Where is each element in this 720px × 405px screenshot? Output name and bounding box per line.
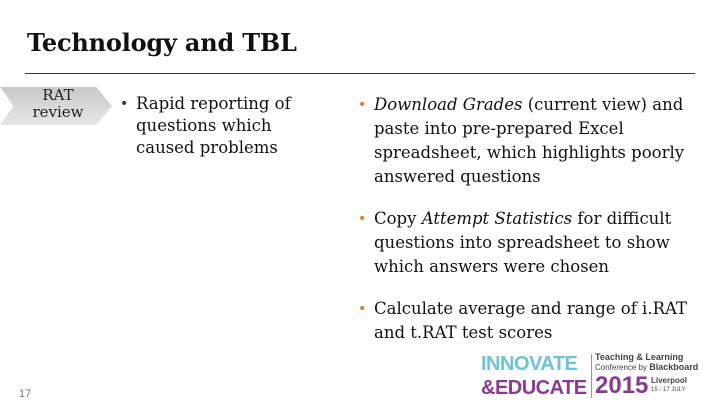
right-bullet-calculate <box>358 297 698 345</box>
rat-review-label-line2: review <box>32 103 84 121</box>
bullet-dot-icon: • <box>358 211 367 227</box>
download-grades-emphasis: Download Grades <box>374 95 523 114</box>
right-column <box>358 93 698 363</box>
attempt-statistics-emphasis: Attempt Statistics <box>421 209 573 228</box>
logo-year: 2015 <box>595 372 649 399</box>
logo-innovate: INNOVATE <box>481 353 578 375</box>
attempt-statistics-prefix: Copy <box>374 209 422 228</box>
slide-title: Technology and TBL <box>27 28 297 57</box>
rat-review-label <box>8 87 108 121</box>
logo-city: Liverpool <box>651 376 688 385</box>
logo-educate: &EDUCATE <box>481 377 587 399</box>
left-column <box>120 93 335 159</box>
logo-divider <box>591 354 592 398</box>
logo-blackboard: Blackboard <box>649 362 699 372</box>
attempt-statistics-text: for difficult questions into spreadsheet to show which answers were chosen <box>374 209 672 276</box>
bullet-dot-icon: • <box>120 96 129 112</box>
bullet-dot-icon: • <box>358 97 367 113</box>
logo-details <box>595 352 705 400</box>
conference-logo <box>481 352 706 400</box>
right-bullet-download-grades <box>358 93 698 189</box>
page-number: 17 <box>19 388 32 400</box>
left-bullet-text: Rapid reporting of questions which caused problems <box>136 94 291 157</box>
calculate-text: Calculate average and range of i.RAT and t.RAT test scores <box>374 299 688 342</box>
bullet-dot-icon: • <box>358 301 367 317</box>
right-bullet-attempt-statistics <box>358 207 698 279</box>
logo-dates: 15 - 17 JULY <box>651 387 686 393</box>
logo-wordmark <box>481 352 589 400</box>
logo-conference-prefix: Conference by <box>595 363 650 372</box>
left-bullet <box>120 93 335 159</box>
rat-review-label-line1: RAT <box>42 86 74 104</box>
download-grades-text: (current view) and paste into pre-prepared Excel spreadsheet, which highlights poorly answered questions <box>374 95 685 186</box>
title-divider <box>25 73 695 74</box>
logo-teaching-learning: Teaching & Learning <box>595 352 684 362</box>
